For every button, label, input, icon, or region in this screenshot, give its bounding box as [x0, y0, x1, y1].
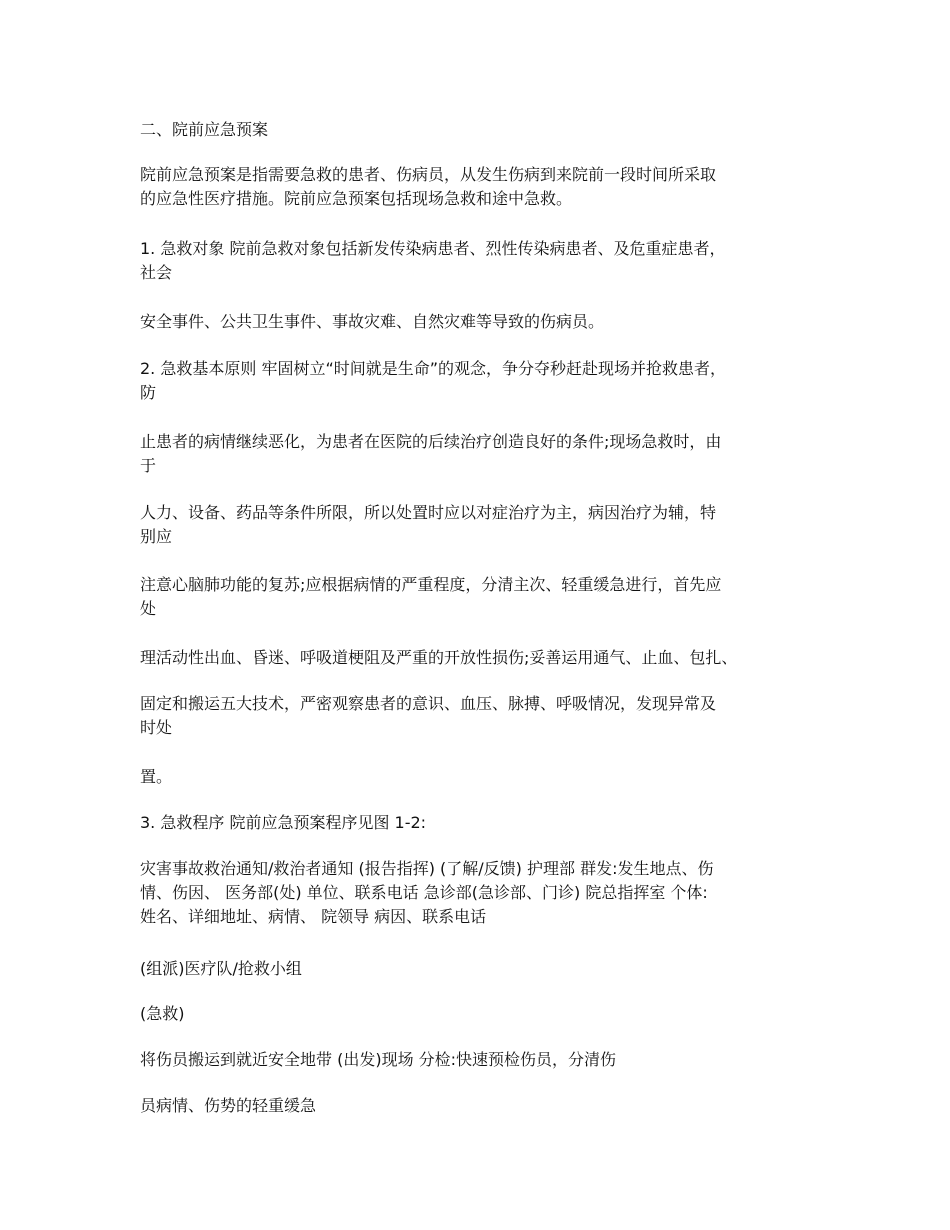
text-line: 人力、设备、药品等条件所限，所以处置时应以对症治疗为主，病因治疗为辅，特	[140, 503, 717, 522]
text-line: 防	[140, 383, 157, 402]
text-line: 置。	[140, 767, 173, 786]
text-line: 理活动性出血、昏迷、呼吸道梗阻及严重的开放性损伤;妥善运用通气、止血、包扎、	[140, 648, 738, 667]
text-line: 于	[140, 456, 157, 475]
text-line: 灾害事故救治通知/救治者通知 (报告指挥) (了解/反馈) 护理部 群发:发生地点、伤	[140, 859, 714, 878]
text-line: 情、伤因、 医务部(处) 单位、联系电话 急诊部(急诊部、门诊) 院总指挥室 个体:	[140, 883, 708, 902]
text-line: 将伤员搬运到就近安全地带 (出发)现场 分检:快速预检伤员，分清伤	[140, 1050, 617, 1069]
paragraph-definition	[140, 163, 830, 211]
text-line: 1. 急救对象 院前急救对象包括新发传染病患者、烈性传染病患者、及危重症患者，	[140, 239, 726, 258]
text-line: 固定和搬运五大技术，严密观察患者的意识、血压、脉搏、呼吸情况，发现异常及	[140, 694, 717, 713]
text-line: 姓名、详细地址、病情、 院领导 病因、联系电话	[140, 907, 487, 926]
paragraph-basic-principles	[140, 357, 830, 405]
paragraph-continuation	[140, 501, 830, 549]
paragraph-continuation	[140, 573, 830, 621]
paragraph-continuation	[140, 310, 830, 334]
text-line: 二、院前应急预案	[140, 120, 269, 139]
paragraph-flow-chart-text	[140, 857, 830, 929]
paragraph-flow-step	[140, 1002, 830, 1026]
text-line: 安全事件、公共卫生事件、事故灾难、自然灾难等导致的伤病员。	[140, 312, 605, 331]
paragraph-continuation	[140, 765, 830, 789]
paragraph-flow-step	[140, 957, 830, 981]
paragraph-flow-step	[140, 1094, 830, 1118]
paragraph-rescue-targets	[140, 237, 830, 285]
paragraph-continuation	[140, 430, 830, 478]
text-line: (急救)	[140, 1004, 185, 1023]
text-line: 2. 急救基本原则 牢固树立“时间就是生命”的观念，争分夺秒赶赴现场并抢救患者，	[140, 359, 727, 378]
text-line: 处	[140, 599, 157, 618]
paragraph-rescue-procedure	[140, 811, 830, 835]
text-line: 时处	[140, 718, 173, 737]
text-line: 的应急性医疗措施。院前应急预案包括现场急救和途中急救。	[140, 189, 573, 208]
paragraph-continuation	[140, 646, 830, 670]
text-line: 3. 急救程序 院前应急预案程序见图 1-2:	[140, 813, 427, 832]
text-line: 院前应急预案是指需要急救的患者、伤病员，从发生伤病到来院前一段时间所采取	[140, 165, 717, 184]
paragraph-continuation	[140, 692, 830, 740]
text-line: (组派)医疗队/抢救小组	[140, 959, 302, 978]
section-heading	[140, 118, 830, 142]
text-line: 社会	[140, 263, 173, 282]
text-line: 别应	[140, 527, 173, 546]
text-line: 员病情、伤势的轻重缓急	[140, 1096, 317, 1115]
paragraph-flow-step	[140, 1048, 830, 1072]
text-line: 注意心脑肺功能的复苏;应根据病情的严重程度，分清主次、轻重缓急进行，首先应	[140, 575, 722, 594]
text-line: 止患者的病情继续恶化，为患者在医院的后续治疗创造良好的条件;现场急救时，由	[140, 432, 722, 451]
